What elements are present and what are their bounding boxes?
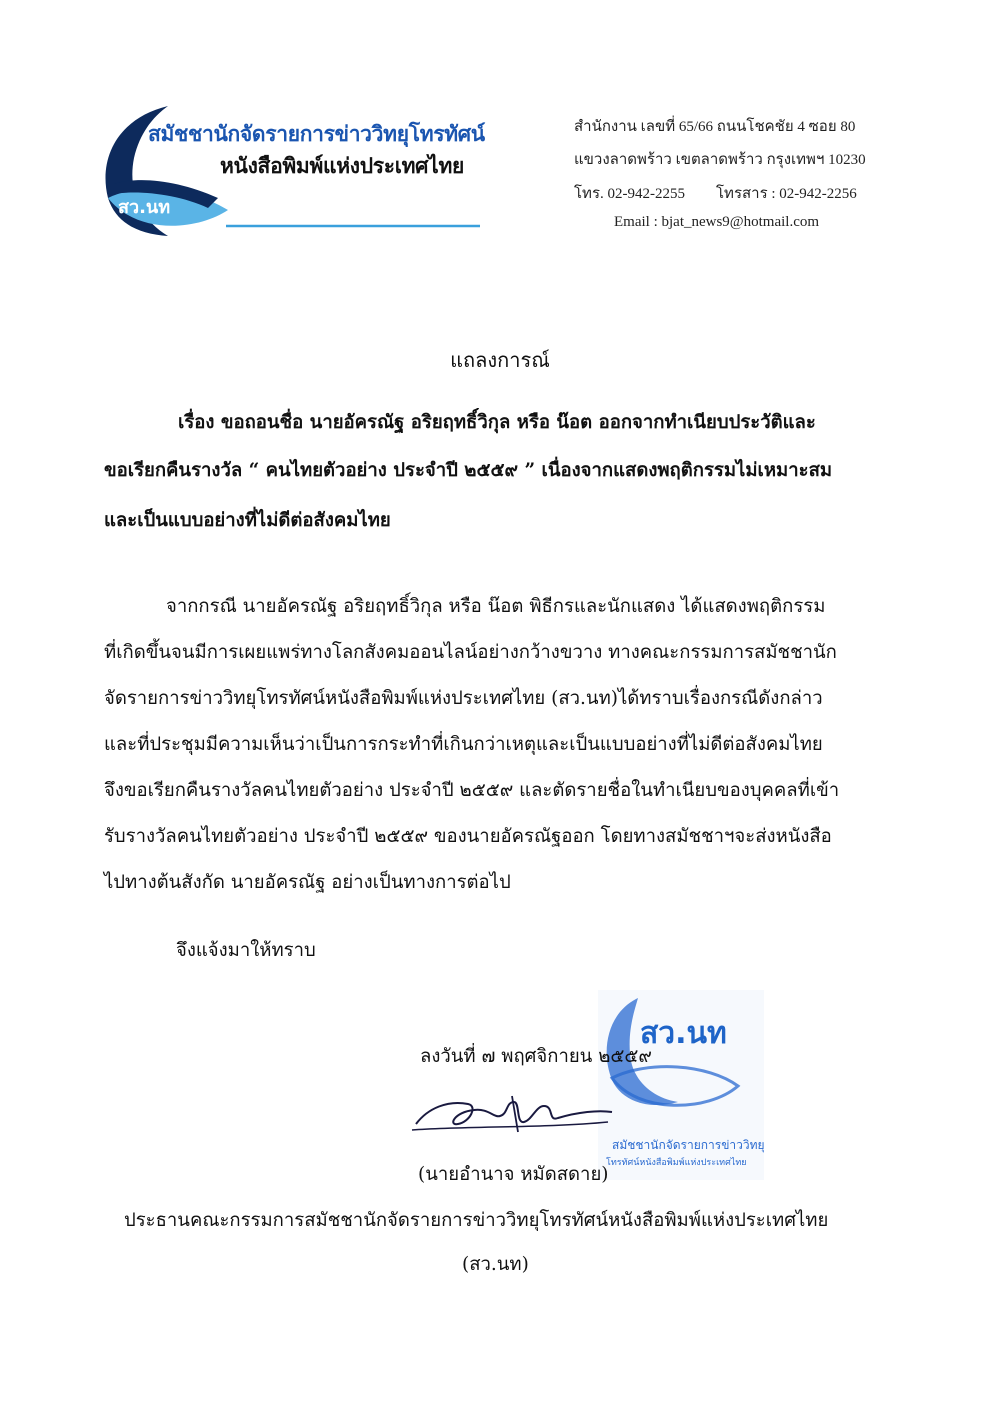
body-line-6: รับรางวัลคนไทยตัวอย่าง ประจำปี ๒๕๕๙ ของนายอัครณัฐออก โดยทางสมัชชาฯจะส่งหนังสือ [104, 826, 832, 847]
body-line-2: ที่เกิดขึ้นจนมีการเผยแพร่ทางโลกสังคมออนไลน์อย่างกว้างขวาง ทางคณะกรรมการสมัชชานัก [104, 642, 837, 663]
stamp-abbreviation: สว.นท [640, 1016, 727, 1051]
address-line-2: แขวงลาดพร้าว เขตลาดพร้าว กรุงเทพฯ 10230 [574, 152, 866, 168]
body-line-4: และที่ประชุมมีความเห็นว่าเป็นการกระทำที่เกินกว่าเหตุและเป็นแบบอย่างที่ไม่ดีต่อสังคมไทย [104, 734, 823, 755]
document-title: แถลงการณ์ [450, 348, 550, 372]
body-line-5: จึงขอเรียกคืนรางวัลคนไทยตัวอย่าง ประจำปี ๒๕๕๙ และตัดรายชื่อในทำเนียบของบุคคลที่เข้า [104, 780, 840, 801]
email-address: Email : bjat_news9@hotmail.com [614, 214, 820, 230]
subject-line-2: ขอเรียกคืนรางวัล “ คนไทยตัวอย่าง ประจำปี ๒๕๕๙ ” เนื่องจากแสดงพฤติกรรมไม่เหมาะสม [104, 460, 833, 481]
signer-name: (นายอำนาจ หมัดสดาย) [418, 1164, 609, 1185]
body-line-3: จัดรายการข่าววิทยุโทรทัศน์หนังสือพิมพ์แห่งประเทศไทย (สว.นท)ได้ทราบเรื่องกรณีดังกล่าว [104, 688, 823, 709]
closing-text: จึงแจ้งมาให้ทราบ [176, 940, 316, 961]
date-line: ลงวันที่ ๗ พฤศจิกายน ๒๕๕๙ [420, 1046, 652, 1067]
body-line-1: จากกรณี นายอัครณัฐ อริยฤทธิ์วิกุล หรือ น๊อต พิธีกรและนักแสดง ได้แสดงพฤติกรรม [166, 596, 826, 617]
logo-org-name-line1: สมัชชานักจัดรายการข่าววิทยุโทรทัศน์ [148, 122, 485, 146]
stamp-text-line2: โทรทัศน์หนังสือพิมพ์แห่งประเทศไทย [606, 1158, 747, 1168]
signer-org-abbr: (สว.นท) [462, 1254, 529, 1275]
signer-position: ประธานคณะกรรมการสมัชชานักจัดรายการข่าววิทยุโทรทัศน์หนังสือพิมพ์แห่งประเทศไทย [124, 1210, 829, 1231]
phone-number: โทร. 02-942-2255 [574, 186, 685, 202]
fax-number: โทรสาร : 02-942-2256 [716, 186, 857, 202]
address-line-1: สำนักงาน เลขที่ 65/66 ถนนโชคชัย 4 ซอย 80 [574, 119, 856, 135]
subject-line-1: เรื่อง ขอถอนชื่อ นายอัครณัฐ อริยฤทธิ์วิกุล หรือ น๊อต ออกจากทำเนียบประวัติและ [178, 412, 816, 433]
logo-abbreviation: สว.นท [118, 197, 171, 218]
subject-line-3: และเป็นแบบอย่างที่ไม่ดีต่อสังคมไทย [104, 510, 391, 531]
logo-org-name-line2: หนังสือพิมพ์แห่งประเทศไทย [220, 154, 464, 178]
handwritten-signature [408, 1088, 618, 1138]
body-line-7: ไปทางต้นสังกัด นายอัครณัฐ อย่างเป็นทางการต่อไป [104, 872, 511, 893]
stamp-text-line1: สมัชชานักจัดรายการข่าววิทยุ [612, 1138, 765, 1152]
